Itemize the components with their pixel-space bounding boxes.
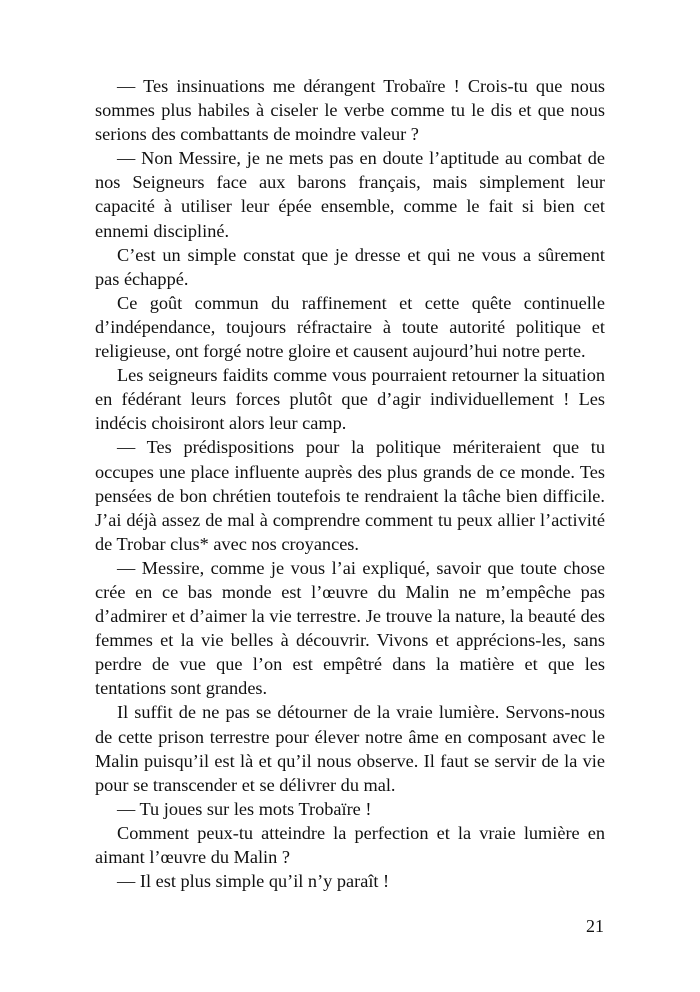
paragraph: — Non Messire, je ne mets pas en doute l’aptitude au combat de nos Seigneurs face aux barons français, mais simplement leur capacité à utiliser leur épée ensemble, comme le fait si bien cet ennemi discipliné. [95,148,605,241]
paragraph: Ce goût commun du raffinement et cette quête continuelle d’indépendance, toujours réfractaire à toute autorité politique et religieuse, ont forgé notre gloire et causent aujourd’hui notre perte. [95,292,605,362]
page-body [95,74,605,893]
paragraph: Comment peux-tu atteindre la perfection et la vraie lumière en aimant l’œuvre du Malin ? [95,822,605,867]
paragraph: Les seigneurs faidits comme vous pourraient retourner la situation en fédérant leurs forces plutôt que d’agir individuellement ! Les indécis choisiront alors leur camp. [95,365,605,434]
paragraph: C’est un simple constat que je dresse et qui ne vous a sûrement pas échappé. [95,244,605,289]
paragraph: — Tu joues sur les mots Trobaïre ! [117,798,372,819]
paragraph: — Il est plus simple qu’il n’y paraît ! [117,871,390,892]
paragraph: — Tes prédispositions pour la politique mériteraient que tu occupes une place influente auprès des plus grands de ce monde. Tes pensées de bon chrétien toutefois te rendraient la tâche bien difficile. J’ai déjà assez de mal à comprendre comment tu peux allier l’activité de Trobar clus* avec nos croyances. [95,437,605,554]
paragraph: Il suffit de ne pas se détourner de la vraie lumière. Servons-nous de cette prison terrestre pour élever notre âme en composant avec le Malin puisqu’il est là et qu’il nous observe. Il faut se servir de la vie pour se transcender et se délivrer du mal. [95,702,605,795]
paragraph: — Messire, comme je vous l’ai expliqué, savoir que toute chose crée en ce bas monde est l’œuvre du Malin ne m’empêche pas d’admirer et d’aimer la vie terrestre. Je trouve la nature, la beauté des femmes et la vie belles à découvrir. Vivons et apprécions-les, sans perdre de vue que l’on est empêtré dans la matière et que les tentations sont grandes. [95,557,605,699]
paragraph: — Tes insinuations me dérangent Trobaïre ! Crois-tu que nous sommes plus habiles à ciseler le verbe comme tu le dis et que nous serions des combattants de moindre valeur ? [95,76,605,145]
page-number: 21 [586,916,604,936]
